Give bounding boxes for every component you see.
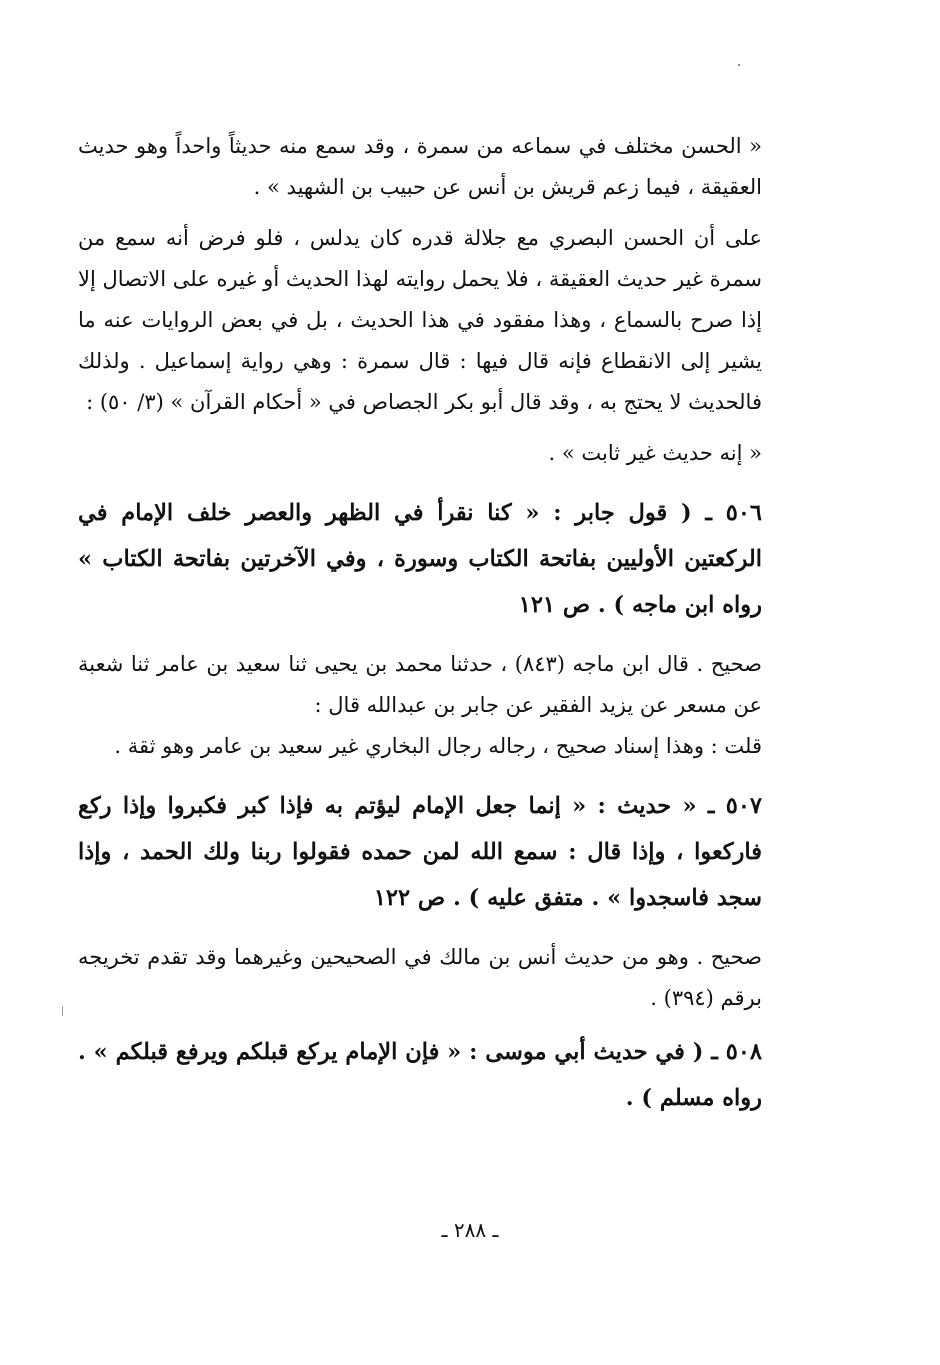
scan-mark [62, 1006, 63, 1016]
hadith-heading-508: ٥٠٨ ـ ( في حديث أبي موسى : « فإن الإمام يركع قبلكم ويرفع قبلكم » . رواه مسلم ) . [78, 1039, 762, 1111]
paragraph-quote-hasan: « الحسن مختلف في سماعه من سمرة ، وقد سمع منه حديثاً واحداً وهو حديث العقيقة ، فيما زعم قريش بن أنس عن حبيب بن الشهيد » . [78, 134, 762, 199]
hadith-heading-507: ٥٠٧ ـ « حديث : « إنما جعل الإمام ليؤتم به فإذا كبر فكبروا وإذا ركع فاركعوا ، وإذا قال : سمع الله لمن حمده فقولوا ربنا ولك الحمد ، وإذا سجد فاسجدوا » . متفق عليه ) . ص ١٢٢ [78, 793, 762, 911]
paragraph-sahih-anas: صحيح . وهو من حديث أنس بن مالك في الصحيحين وغيرهما وقد تقدم تخريجه برقم (٣٩٤) . [78, 945, 762, 1010]
paragraph-hasan-tadlis: على أن الحسن البصري مع جلالة قدره كان يدلس ، فلو فرض أنه سمع من سمرة غير حديث العقيقة ، فلا يحمل روايته لهذا الحديث أو غيره على الاتصال إلا إذا صرح بالسماع ، وهذا مفقود في هذا الحديث ، بل في بعض الروايات عنه ما يشير إلى الانقطاع فإنه قال فيها : قال سمرة : وهي رواية إسماعيل . ولذلك فالحديث لا يحتج به ، وقد قال أبو بكر الجصاص في « أحكام القرآن » (٣/ ٥٠) : [78, 226, 762, 414]
paragraph-sahih-ibn-majah: صحيح . قال ابن ماجه (٨٤٣) ، حدثنا محمد بن يحيى ثنا سعيد بن عامر ثنا شعبة عن مسعر عن يزيد الفقير عن جابر بن عبدالله قال : [78, 652, 763, 717]
text-body [78, 126, 762, 1121]
paragraph-jassas-quote: « إنه حديث غير ثابت » . [548, 441, 762, 465]
scan-speck [738, 64, 740, 66]
paragraph-qultu-isnad: قلت : وهذا إسناد صحيح ، رجاله رجال البخاري غير سعيد بن عامر وهو ثقة . [114, 734, 762, 758]
page-number: ـ ٢٨٨ ـ [441, 1218, 499, 1242]
hadith-heading-506: ٥٠٦ ـ ( قول جابر : « كنا نقرأ في الظهر والعصر خلف الإمام في الركعتين الأوليين بفاتحة الكتاب وسورة ، وفي الآخرتين بفاتحة الكتاب » رواه ابن ماجه ) . ص ١٢١ [78, 500, 762, 618]
